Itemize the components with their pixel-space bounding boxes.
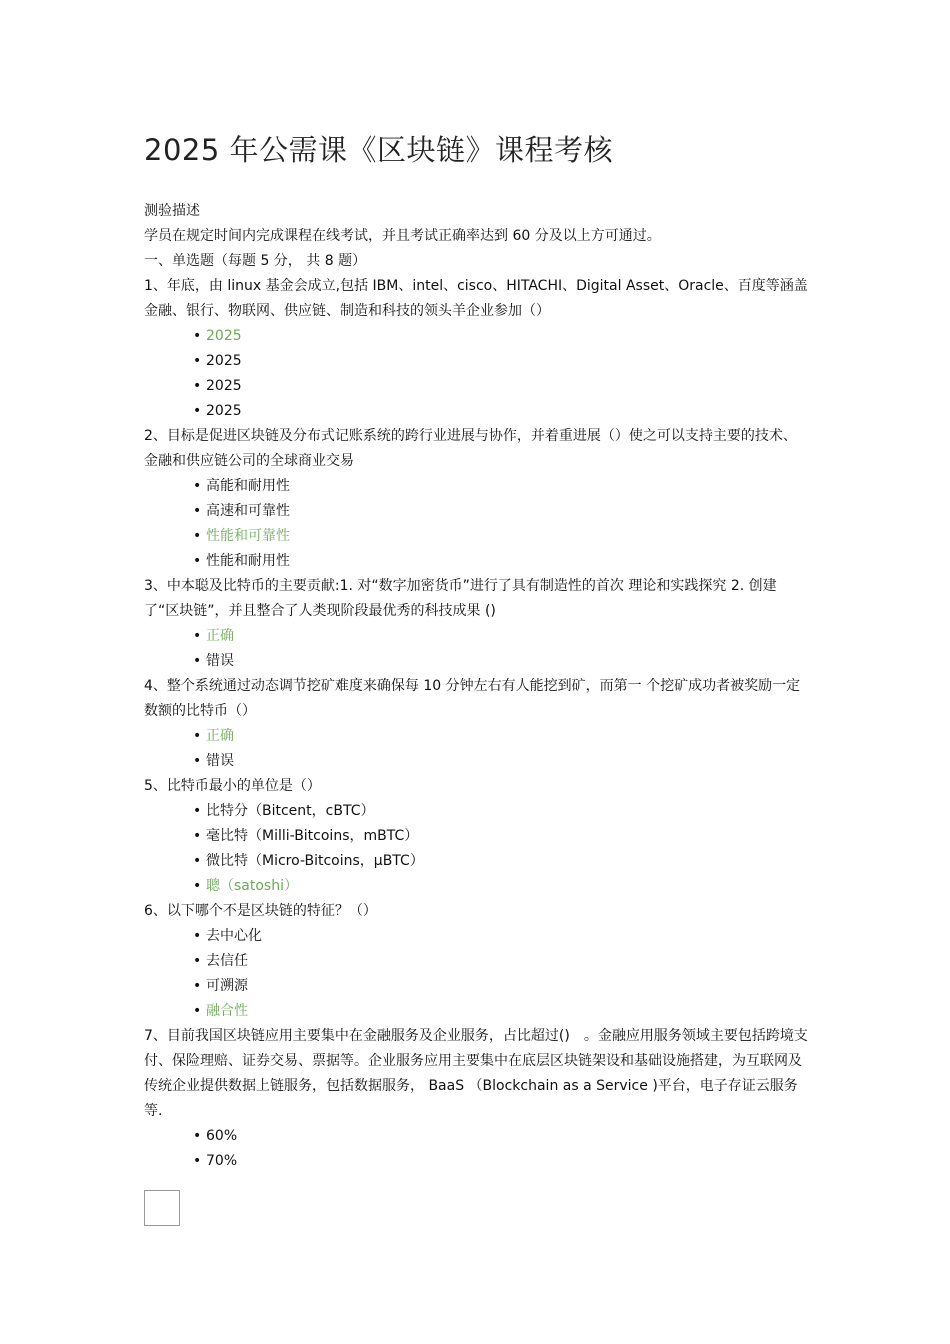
question-text: 6、以下哪个不是区块链的特征？（） (144, 903, 377, 919)
option-item-correct: • 融合性 (206, 999, 809, 1024)
option-item: • 比特分（Bitcent，cBTC） (206, 799, 809, 824)
option-item: • 错误 (206, 649, 809, 674)
question-text: 2、目标是促进区块链及分布式记账系统的跨行业进展与协作，并着重进展（）使之可以支持主要的技术、金融和供应链公司的全球商业交易 (144, 428, 797, 469)
question-text: 3、中本聪及比特币的主要贡献:1. 对“数字加密货币”进行了具有制造性的首次 理论和实践探究 2. 创建了“区块链”，并且整合了人类现阶段最优秀的科技成果 () (144, 578, 777, 619)
option-list (144, 724, 809, 774)
option-item: • 60% (206, 1124, 809, 1149)
option-item-correct: • 正确 (206, 724, 809, 749)
option-item: • 去中心化 (206, 924, 809, 949)
option-list (144, 924, 809, 1024)
question-1 (144, 274, 809, 424)
question-text: 5、比特币最小的单位是（） (144, 778, 321, 794)
option-list (144, 474, 809, 574)
option-item-correct: • 正确 (206, 624, 809, 649)
question-6 (144, 899, 809, 1024)
question-text: 4、整个系统通过动态调节挖矿难度来确保每 10 分钟左右有人能挖到矿，而第一 个挖矿成功者被奖励一定数额的比特币（） (144, 678, 801, 719)
question-text: 7、目前我国区块链应用主要集中在金融服务及企业服务，占比超过() 。金融应用服务领域主要包括跨境支付、保险理赔、证券交易、票据等。企业服务应用主要集中在底层区块链架设和基础设施搭建，为互联网及传统企业提供数据上链服务，包括数据服务， BaaS （Blockchain as a Service )平台，电子存证云服务等. (144, 1028, 808, 1119)
question-7 (144, 1024, 809, 1174)
option-item: • 高速和可靠性 (206, 499, 809, 524)
option-list (144, 624, 809, 674)
option-item-correct: • 性能和可靠性 (206, 524, 809, 549)
question-2 (144, 424, 809, 574)
option-item: • 2025 (206, 374, 809, 399)
option-item: • 去信任 (206, 949, 809, 974)
question-text: 1、年底，由 linux 基金会成立,包括 IBM、intel、cisco、HITACHI、Digital Asset、Oracle、百度等涵盖金融、银行、物联网、供应链、制造和科技的领头羊企业参加（） (144, 278, 808, 319)
section-heading: 一、单选题（每题 5 分， 共 8 题） (144, 253, 367, 269)
question-4 (144, 674, 809, 774)
option-item: • 2025 (206, 349, 809, 374)
option-item: • 70% (206, 1149, 809, 1174)
option-item: • 毫比特（Milli-Bitcoins，mBTC） (206, 824, 809, 849)
option-item: • 错误 (206, 749, 809, 774)
option-item: • 2025 (206, 399, 809, 424)
option-list (144, 799, 809, 899)
description-text: 学员在规定时间内完成课程在线考试，并且考试正确率达到 60 分及以上方可通过。 (144, 228, 661, 244)
option-list (144, 324, 809, 424)
option-item: • 高能和耐用性 (206, 474, 809, 499)
page-number-box (144, 1190, 180, 1226)
option-item-correct: • 聰（satoshi） (206, 874, 809, 899)
question-5 (144, 774, 809, 899)
option-item-correct: • 2025 (206, 324, 809, 349)
document-page (144, 128, 809, 1174)
option-item: • 可溯源 (206, 974, 809, 999)
question-3 (144, 574, 809, 674)
option-item: • 微比特（Micro-Bitcoins，μBTC） (206, 849, 809, 874)
document-body (144, 199, 809, 1174)
page-title: 2025 年公需课《区块链》课程考核 (144, 133, 614, 167)
description-heading: 测验描述 (144, 203, 200, 219)
option-item: • 性能和耐用性 (206, 549, 809, 574)
option-list (144, 1124, 809, 1174)
